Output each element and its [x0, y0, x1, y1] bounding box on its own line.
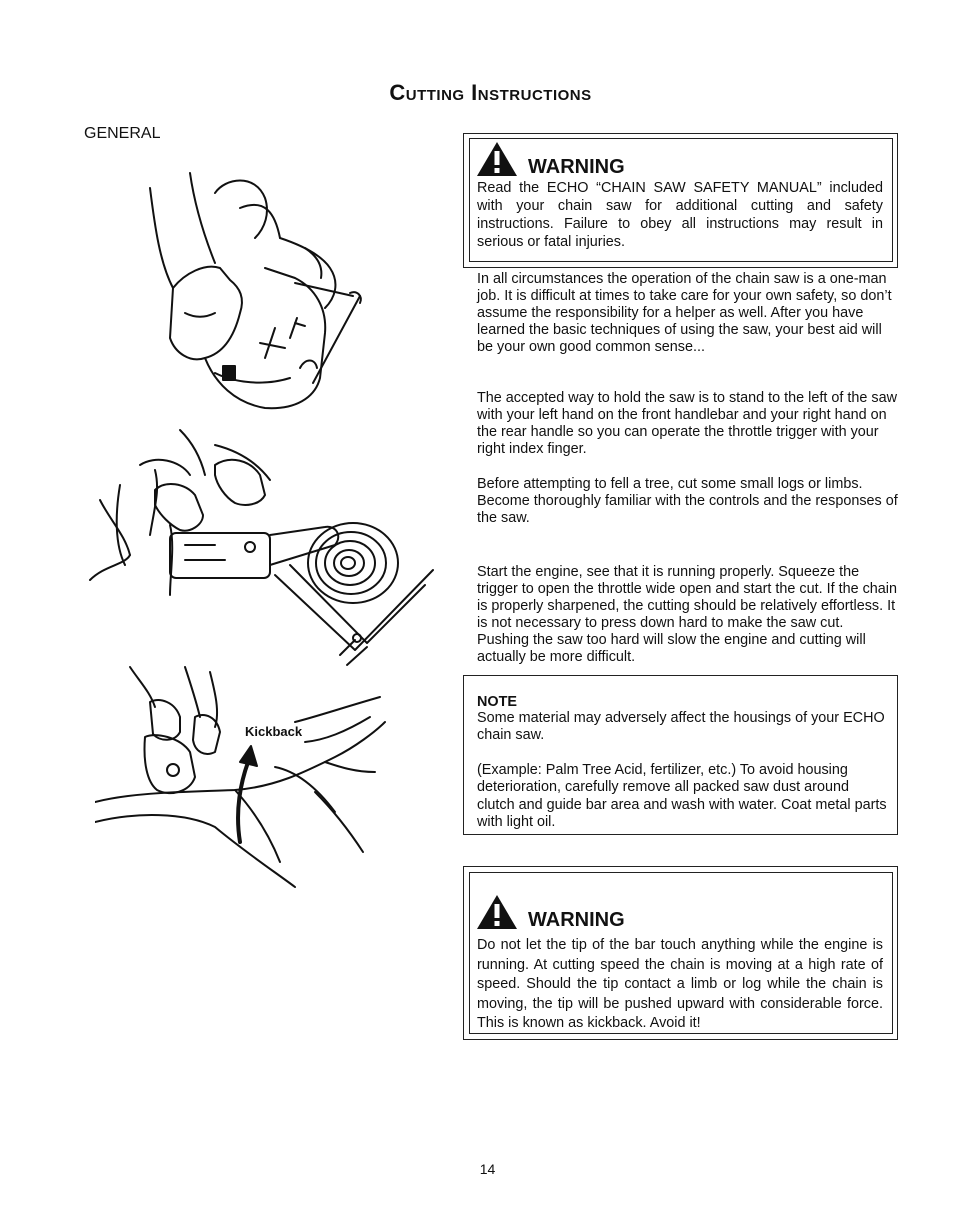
warning-header	[476, 141, 625, 177]
warning-header-2	[476, 894, 625, 930]
kickback-illustration	[95, 662, 390, 892]
warning-triangle-icon	[476, 894, 518, 930]
warning-text: Read the ECHO “CHAIN SAW SAFETY MANUAL” included with your chain saw for additional cutting and safety instructions. Failure to obey all instructions may result in serious or fatal injuries.	[477, 180, 883, 250]
paragraph-start-engine: Start the engine, see that it is running properly. Squeeze the trigger to open the throttle wide open and start the cut. If the chain is properly sharpened, the cutting should be relatively effortless. It is not necessary to press down hard to make the saw cut. Pushing the saw too hard will slow the engine and cutting will actually be more difficult.	[477, 564, 897, 665]
kickback-label: Kickback	[245, 724, 303, 739]
warning-triangle-icon	[476, 141, 518, 177]
note-content	[477, 694, 887, 831]
page-title: Cutting Instructions	[389, 80, 592, 105]
paragraph-practice: Before attempting to fell a tree, cut some small logs or limbs. Become thoroughly familiar with the controls and the responses of the saw.	[477, 476, 898, 526]
chainsaw-grip-illustration	[145, 168, 370, 418]
section-heading: GENERAL	[84, 125, 161, 142]
warning-text-2: Do not let the tip of the bar touch anything while the engine is running. At cutting speed the chain is moving at a high rate of speed. Should the tip contact a limb or log while the chain is moving, the tip will be pushed upward with considerable force. This is known as kickback. Avoid it!	[477, 937, 883, 1031]
note-text-2: (Example: Palm Tree Acid, fertilizer, etc.) To avoid housing deterioration, carefully remove all packed saw dust around clutch and guide bar area and wash with water. Coat metal parts with light oil.	[477, 761, 887, 831]
paragraph-one-man-job: In all circumstances the operation of the chain saw is a one-man job. It is difficult at times to take care for your own safety, so don’t assume the responsibility for a helper as well. After you have learned the basic techniques of using the saw, your best aid will be your own good common sense...	[477, 271, 892, 355]
log-cutting-illustration	[85, 425, 440, 670]
warning-label-2: WARNING	[528, 909, 625, 931]
paragraph-hold-saw: The accepted way to hold the saw is to stand to the left of the saw with your left hand on the front handlebar and your right hand on the rear handle so you can operate the throttle trigger with your right index finger.	[477, 390, 897, 457]
note-title: NOTE	[477, 694, 517, 710]
warning-label: WARNING	[528, 156, 625, 178]
note-text-1: Some material may adversely affect the housings of your ECHO chain saw.	[477, 710, 885, 744]
page-number: 14	[479, 1161, 496, 1177]
